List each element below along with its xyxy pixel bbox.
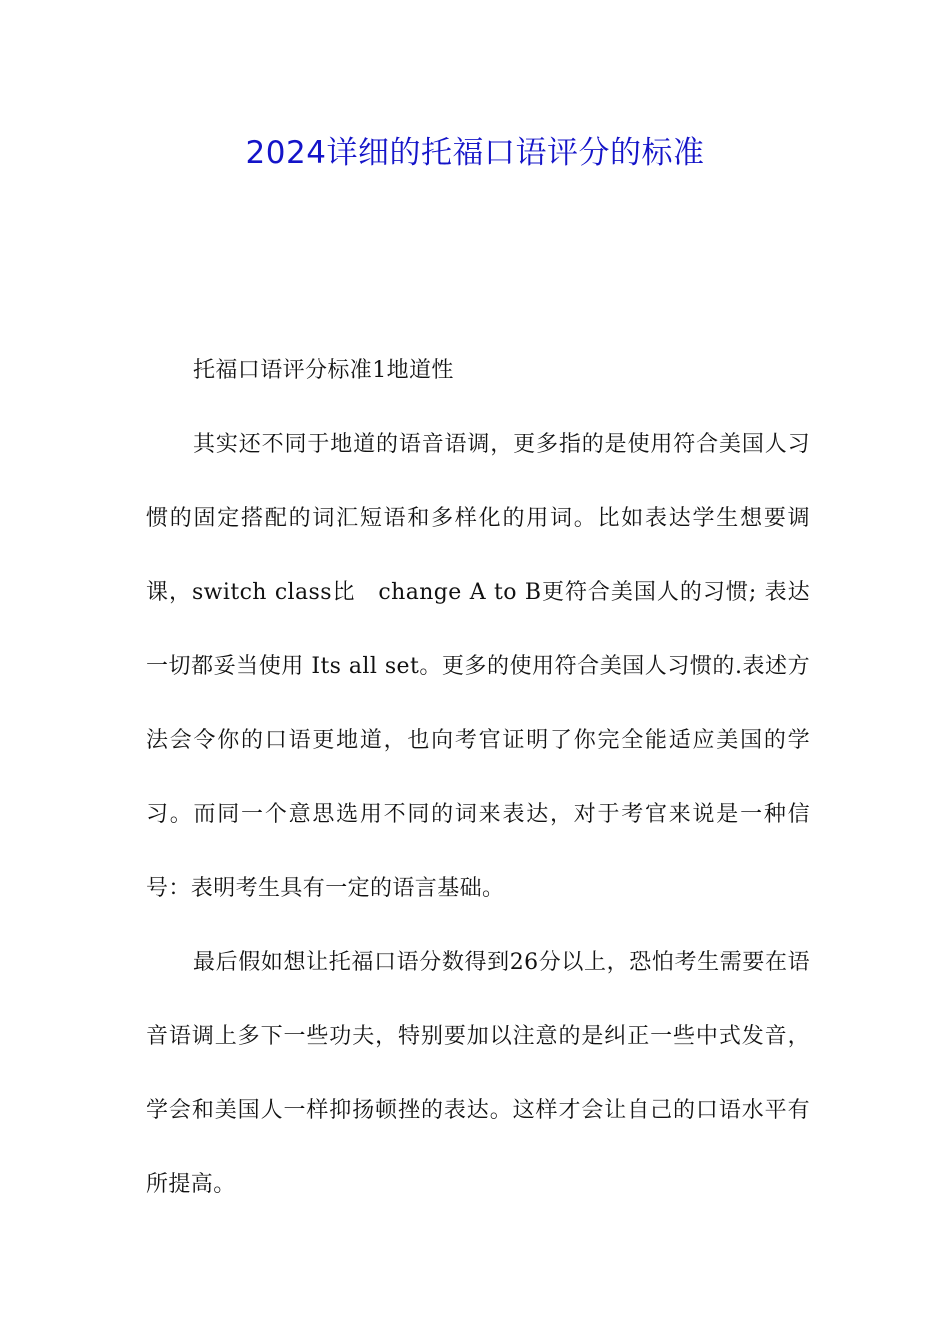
document-title: 2024详细的托福口语评分的标准 xyxy=(245,135,705,171)
section-heading: 托福口语评分标准1地道性 xyxy=(193,358,454,383)
paragraph-conclusion: 最后假如想让托福口语分数得到26分以上，恐怕考生需要在语音语调上多下一些功夫，特别要加以注意的是纠正一些中式发音，学会和美国人一样抑扬顿挫的表达。这样才会让自己的口语水平有所提高。 xyxy=(146,950,810,1197)
paragraph-authenticity: 其实还不同于地道的语音语调，更多指的是使用符合美国人习惯的固定搭配的词汇短语和多样化的用词。比如表达学生想要调课，switch class比 change A to B更符合美国人的习惯; 表达一切都妥当使用 Its all set。更多的使用符合美国人习惯的.表述方法会令你的口语更地道，也向考官证明了你完全能适应美国的学习。而同一个意思选用不同的词来表达，对于考官来说是一种信号：表明考生具有一定的语言基础。 xyxy=(146,432,810,901)
document-body xyxy=(146,334,810,1222)
